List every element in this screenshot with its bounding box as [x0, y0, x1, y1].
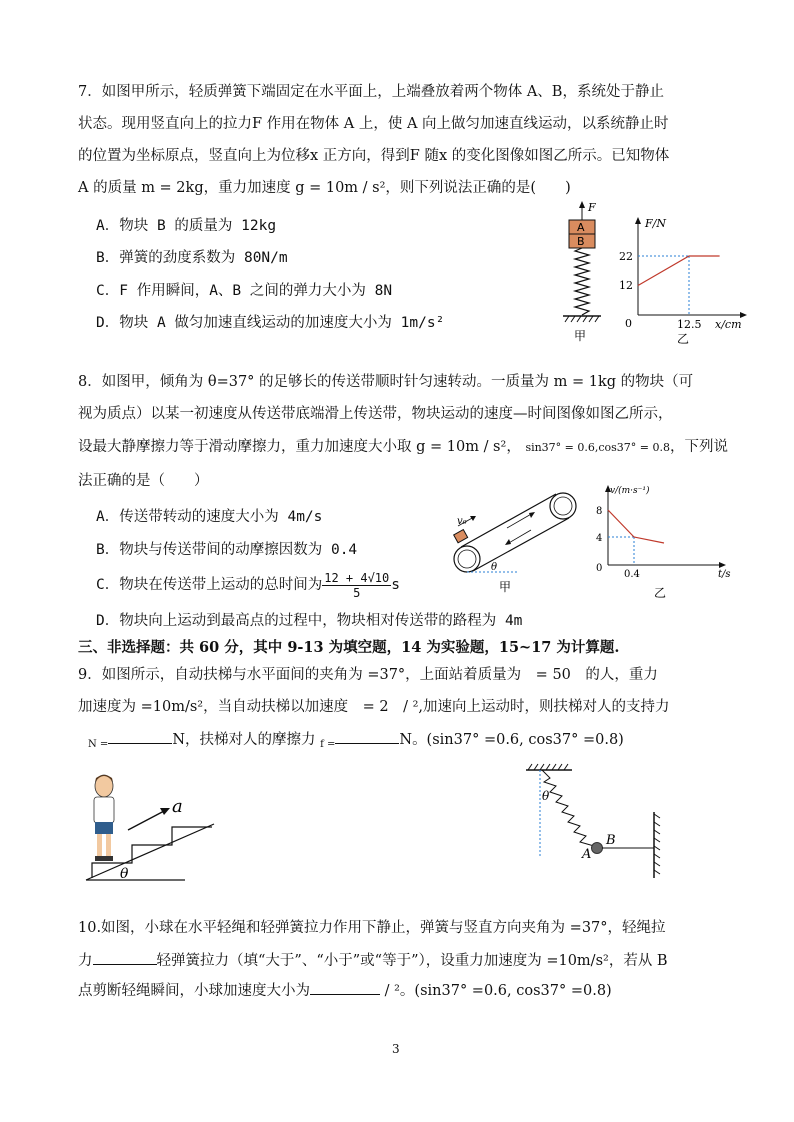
q8-option-c-text: C．物块在传送带上运动的总时间为 [96, 577, 323, 593]
q8-line3-part1: 设最大静摩擦力等于滑动摩擦力，重力加速度大小取 g = 10m / s²， [78, 439, 521, 455]
q8-option-c [96, 567, 400, 603]
belt-arrow-up [507, 513, 533, 528]
belt-arrow-down [507, 530, 531, 544]
block-a-label: A [577, 221, 585, 234]
origin-label: 0 [625, 317, 632, 330]
q9-friction-label: f = [320, 739, 336, 750]
v0-label: v₀ [457, 516, 467, 527]
point-b-label: B [606, 833, 616, 848]
q7-option-c: C．F 作用瞬间，A、B 之间的弹力大小为 8N [96, 283, 393, 299]
x-axis-label: x/cm [715, 318, 742, 331]
block [454, 530, 468, 543]
q10-line2-part2: 轻弹簧拉力（填“大于”、“小于”或“等于”），设重力加速度为 =10m/s²，若从 B [156, 953, 668, 969]
theta-label: θ [491, 562, 498, 573]
q8-conveyor-figure [445, 488, 585, 598]
q8-line3 [78, 437, 728, 458]
q7-fig-jia-caption: 甲 [574, 329, 587, 343]
q8-line3-part3: ，下列说 [670, 439, 729, 455]
vt-series-line [608, 510, 664, 543]
q8-line1: 8．如图甲，倾角为 θ=37° 的足够长的传送带顺时针匀速转动。一质量为 m = 1kg 的物块（可 [78, 374, 694, 390]
q8-line4: 法正确的是（ ） [78, 473, 209, 489]
block-b-label: B [577, 235, 585, 248]
q8-vt-chart [590, 483, 740, 603]
ball [592, 843, 603, 854]
q8-trig-values: sin37° = 0.6,cos37° = 0.8 [525, 441, 671, 454]
q10-blank-compare[interactable] [93, 950, 157, 965]
spring [542, 770, 594, 846]
belt-top [461, 494, 556, 547]
q7-line4: A 的质量 m = 2kg，重力加速度 g = 10m / s²，则下列说法正确的是( ) [78, 180, 571, 196]
belt-bottom [473, 518, 569, 571]
q9-line3-part4: N。(sin37° =0.6, cos37° =0.8) [399, 732, 624, 748]
x-axis-label: t/s [718, 569, 731, 580]
q7-option-b: B．弹簧的劲度系数为 80N/m [96, 250, 288, 266]
q7-fig-yi-caption: 乙 [677, 332, 690, 345]
y-tick-8: 8 [596, 506, 603, 517]
q8-option-c-fraction [322, 571, 391, 600]
q9-line3-part2: N，扶梯对人的摩擦力 [172, 732, 316, 748]
q7-line2: 状态。现用竖直向上的拉力F 作用在物体 A 上，使 A 向上做匀加速直线运动，以系统静止时 [78, 116, 669, 132]
q8-option-d: D．物块向上运动到最高点的过程中，物块相对传送带的路程为 4m [96, 613, 523, 629]
q9-line2: 加速度为 =10m/s²，当自动扶梯以加速度 = 2 / ²,加速向上运动时，则扶梯对人的支持力 [78, 699, 670, 715]
q7-line1: 7．如图甲所示，轻质弹簧下端固定在水平面上，上端叠放着两个物体 A、B，系统处于静止 [78, 84, 664, 100]
q9-line1: 9．如图所示，自动扶梯与水平面间的夹角为 =37°，上面站着质量为 = 50 的人，重力 [78, 667, 658, 683]
fraction-denominator: 5 [353, 585, 361, 600]
q7-force-label: F [588, 201, 596, 214]
theta-label: θ [542, 789, 550, 803]
q7-option-d: D．物块 A 做匀加速直线运动的加速度大小为 1m/s² [96, 315, 445, 331]
q10-line1: 10.如图，小球在水平轻绳和轻弹簧拉力作用下静止，弹簧与竖直方向夹角为 =37°，轻绳拉 [78, 920, 666, 936]
y-axis-label: v/(m·s⁻¹) [610, 486, 650, 496]
q7-line3: 的位置为坐标原点，竖直向上为位移x 正方向，得到F 随x 的变化图像如图乙所示。已知物体 [78, 148, 670, 164]
q10-spring-ball-figure [520, 760, 670, 890]
acceleration-arrow [128, 810, 166, 830]
q8-option-a: A．传送带转动的速度大小为 4m/s [96, 509, 323, 525]
fx-series-line [638, 256, 720, 286]
q8-option-b: B．物块与传送带间的动摩擦因数为 0.4 [96, 542, 358, 558]
q10-line2-part1: 力 [78, 953, 93, 969]
page-number: 3 [392, 1042, 400, 1056]
q9-blank-friction[interactable] [335, 729, 399, 744]
q9-escalator-figure [80, 770, 220, 885]
q8-line2: 视为质点）以某一初速度从传送带底端滑上传送带，物块运动的速度—时间图像如图乙所示， [78, 406, 673, 422]
q8-fig-yi-caption: 乙 [654, 586, 667, 600]
acceleration-label: a [172, 796, 183, 817]
point-a-label: A [582, 847, 592, 862]
q10-line3-part1: 点剪断轻绳瞬间，小球加速度大小为 [78, 983, 310, 999]
q10-line3 [78, 980, 612, 1001]
q7-option-a: A．物块 B 的质量为 12kg [96, 218, 277, 234]
section-3-heading: 三、非选择题：共 60 分，其中 9-13 为填空题，14 为实验题，15~17 为计算题. [78, 639, 620, 656]
fraction-numerator: 12 + 4√10 [324, 570, 390, 585]
q8-option-c-unit: s [391, 577, 400, 593]
spring [575, 248, 589, 315]
q7-fx-chart [615, 215, 755, 345]
q10-line2 [78, 950, 668, 971]
q10-blank-acceleration[interactable] [310, 980, 380, 995]
q10-line3-part2: / ²。(sin37° =0.6, cos37° =0.8) [384, 983, 612, 999]
theta-label: θ [120, 866, 129, 882]
y-axis-label: F/N [645, 217, 666, 230]
q9-line3 [88, 729, 624, 755]
x-tick-12-5: 12.5 [677, 318, 702, 331]
origin-label: 0 [596, 563, 603, 574]
x-tick-0-4: 0.4 [624, 569, 640, 580]
y-tick-22: 22 [619, 250, 633, 263]
y-tick-12: 12 [619, 279, 633, 292]
person-icon [94, 775, 114, 861]
q9-blank-normal-force[interactable] [108, 729, 172, 744]
q7-spring-figure [555, 200, 615, 345]
q8-fig-jia-caption: 甲 [499, 580, 512, 594]
q9-normal-force-label: N = [88, 739, 109, 750]
y-tick-4: 4 [596, 533, 603, 544]
